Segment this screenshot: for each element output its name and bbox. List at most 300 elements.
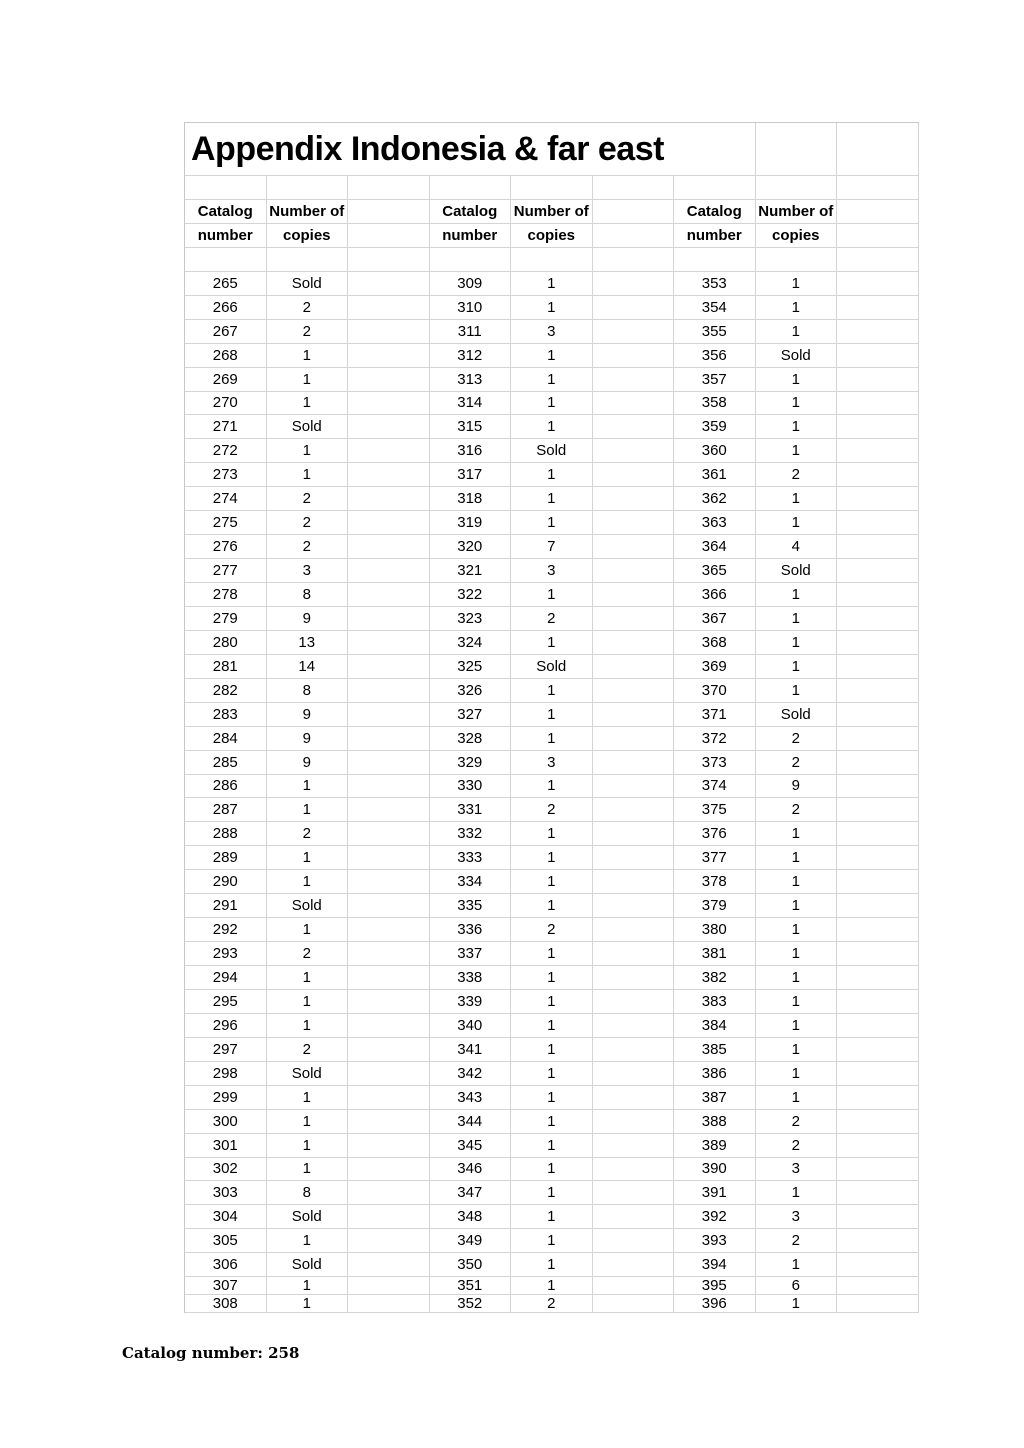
- empty-cell: [348, 344, 430, 368]
- copies-cell: 2: [267, 296, 349, 320]
- copies-cell: 1: [267, 439, 349, 463]
- copies-cell: 1: [756, 320, 838, 344]
- empty-cell: [348, 918, 430, 942]
- copies-cell: Sold: [267, 272, 349, 296]
- empty-cell: [185, 176, 267, 200]
- empty-cell: [837, 1134, 919, 1158]
- copies-cell: 14: [267, 655, 349, 679]
- copies-cell: 1: [511, 583, 593, 607]
- catalog-number-cell: 285: [185, 751, 267, 775]
- empty-cell: [593, 1062, 675, 1086]
- copies-cell: 8: [267, 1181, 349, 1205]
- copies-cell: 1: [511, 822, 593, 846]
- empty-cell: [348, 607, 430, 631]
- empty-cell: [837, 822, 919, 846]
- catalog-number-cell: 390: [674, 1158, 756, 1182]
- copies-cell: 1: [756, 966, 838, 990]
- empty-cell: [348, 870, 430, 894]
- copies-cell: 1: [756, 990, 838, 1014]
- copies-cell: 1: [267, 990, 349, 1014]
- copies-cell: 2: [267, 487, 349, 511]
- catalog-number-cell: 291: [185, 894, 267, 918]
- empty-cell: [593, 583, 675, 607]
- empty-cell: [348, 1253, 430, 1277]
- catalog-number-cell: 267: [185, 320, 267, 344]
- empty-cell: [348, 846, 430, 870]
- empty-cell: [837, 368, 919, 392]
- catalog-number-cell: 277: [185, 559, 267, 583]
- catalog-number-cell: 300: [185, 1110, 267, 1134]
- empty-cell: [756, 176, 838, 200]
- copies-cell: 1: [511, 870, 593, 894]
- column-header-copies: copies: [511, 224, 593, 248]
- copies-cell: 1: [511, 1181, 593, 1205]
- empty-cell: [593, 320, 675, 344]
- catalog-number-cell: 288: [185, 822, 267, 846]
- copies-cell: Sold: [756, 559, 838, 583]
- copies-cell: 1: [756, 822, 838, 846]
- column-header-catalog: Catalog: [430, 200, 512, 224]
- catalog-number-cell: 266: [185, 296, 267, 320]
- catalog-number-cell: 380: [674, 918, 756, 942]
- catalog-number-cell: 370: [674, 679, 756, 703]
- empty-cell: [593, 1253, 675, 1277]
- catalog-number-cell: 331: [430, 798, 512, 822]
- catalog-number-cell: 395: [674, 1277, 756, 1295]
- catalog-number-cell: 353: [674, 272, 756, 296]
- copies-cell: 1: [511, 775, 593, 799]
- catalog-number-cell: 333: [430, 846, 512, 870]
- catalog-number-cell: 393: [674, 1229, 756, 1253]
- catalog-number-cell: 362: [674, 487, 756, 511]
- catalog-number-cell: 330: [430, 775, 512, 799]
- catalog-number-cell: 275: [185, 511, 267, 535]
- column-header-copies: copies: [756, 224, 838, 248]
- empty-cell: [593, 990, 675, 1014]
- copies-cell: 2: [267, 1038, 349, 1062]
- catalog-number-cell: 372: [674, 727, 756, 751]
- catalog-number-cell: 392: [674, 1205, 756, 1229]
- empty-cell: [593, 296, 675, 320]
- empty-cell: [348, 463, 430, 487]
- catalog-number-cell: 294: [185, 966, 267, 990]
- copies-cell: 1: [756, 272, 838, 296]
- catalog-number-cell: 281: [185, 655, 267, 679]
- empty-cell: [348, 894, 430, 918]
- empty-cell: [593, 487, 675, 511]
- catalog-number-cell: 360: [674, 439, 756, 463]
- empty-cell: [674, 176, 756, 200]
- empty-cell: [348, 583, 430, 607]
- empty-cell: [348, 1229, 430, 1253]
- empty-cell: [348, 296, 430, 320]
- empty-cell: [837, 775, 919, 799]
- empty-cell: [837, 942, 919, 966]
- empty-cell: [348, 822, 430, 846]
- empty-cell: [593, 607, 675, 631]
- empty-cell: [430, 176, 512, 200]
- copies-cell: 1: [756, 392, 838, 416]
- empty-cell: [593, 703, 675, 727]
- catalog-number-cell: 269: [185, 368, 267, 392]
- empty-cell: [348, 679, 430, 703]
- catalog-number-cell: 377: [674, 846, 756, 870]
- empty-cell: [837, 703, 919, 727]
- catalog-number-cell: 346: [430, 1158, 512, 1182]
- copies-cell: 1: [756, 439, 838, 463]
- empty-cell: [593, 942, 675, 966]
- empty-cell: [348, 1038, 430, 1062]
- copies-cell: 1: [756, 487, 838, 511]
- copies-cell: 4: [756, 535, 838, 559]
- empty-cell: [348, 1062, 430, 1086]
- copies-cell: 1: [756, 1014, 838, 1038]
- empty-cell: [593, 1229, 675, 1253]
- catalog-number-cell: 290: [185, 870, 267, 894]
- empty-cell: [430, 248, 512, 272]
- empty-cell: [348, 727, 430, 751]
- empty-cell: [348, 415, 430, 439]
- empty-cell: [348, 751, 430, 775]
- copies-cell: 8: [267, 679, 349, 703]
- column-header-copies: Number of: [267, 200, 349, 224]
- empty-cell: [348, 1295, 430, 1313]
- copies-cell: 9: [267, 751, 349, 775]
- copies-cell: 1: [756, 655, 838, 679]
- copies-cell: 1: [756, 870, 838, 894]
- empty-cell: [837, 846, 919, 870]
- empty-cell: [837, 511, 919, 535]
- empty-cell: [348, 439, 430, 463]
- catalog-number-cell: 279: [185, 607, 267, 631]
- empty-cell: [267, 176, 349, 200]
- empty-cell: [348, 224, 430, 248]
- empty-cell: [511, 248, 593, 272]
- catalog-number-cell: 319: [430, 511, 512, 535]
- copies-cell: 1: [511, 631, 593, 655]
- empty-cell: [837, 798, 919, 822]
- column-header-catalog: number: [185, 224, 267, 248]
- copies-cell: 2: [267, 320, 349, 344]
- copies-cell: 2: [511, 607, 593, 631]
- catalog-number-cell: 304: [185, 1205, 267, 1229]
- catalog-number-cell: 383: [674, 990, 756, 1014]
- copies-cell: 1: [511, 894, 593, 918]
- copies-cell: 2: [267, 535, 349, 559]
- catalog-number-cell: 340: [430, 1014, 512, 1038]
- empty-cell: [348, 1086, 430, 1110]
- copies-cell: 1: [267, 392, 349, 416]
- empty-cell: [593, 272, 675, 296]
- copies-cell: Sold: [267, 1253, 349, 1277]
- empty-cell: [348, 392, 430, 416]
- empty-cell: [348, 966, 430, 990]
- empty-cell: [593, 727, 675, 751]
- empty-cell: [593, 535, 675, 559]
- catalog-number-cell: 325: [430, 655, 512, 679]
- copies-cell: 1: [267, 846, 349, 870]
- copies-cell: 2: [511, 918, 593, 942]
- catalog-number-cell: 287: [185, 798, 267, 822]
- catalog-number-cell: 384: [674, 1014, 756, 1038]
- copies-cell: 1: [511, 966, 593, 990]
- empty-cell: [593, 511, 675, 535]
- copies-cell: 2: [756, 463, 838, 487]
- empty-cell: [593, 248, 675, 272]
- catalog-number-cell: 299: [185, 1086, 267, 1110]
- catalog-number-cell: 276: [185, 535, 267, 559]
- catalog-number-cell: 278: [185, 583, 267, 607]
- catalog-number-cell: 348: [430, 1205, 512, 1229]
- empty-cell: [348, 1110, 430, 1134]
- empty-cell: [593, 846, 675, 870]
- empty-cell: [837, 1086, 919, 1110]
- copies-cell: 1: [756, 415, 838, 439]
- copies-cell: 1: [511, 368, 593, 392]
- catalog-number-cell: 318: [430, 487, 512, 511]
- catalog-number-cell: 296: [185, 1014, 267, 1038]
- copies-cell: 1: [511, 272, 593, 296]
- copies-cell: 1: [756, 1181, 838, 1205]
- empty-cell: [348, 631, 430, 655]
- copies-cell: 2: [756, 1229, 838, 1253]
- copies-cell: 1: [511, 846, 593, 870]
- empty-cell: [756, 123, 838, 176]
- empty-cell: [593, 1014, 675, 1038]
- empty-cell: [348, 511, 430, 535]
- empty-cell: [511, 176, 593, 200]
- copies-cell: Sold: [511, 655, 593, 679]
- catalog-number-cell: 324: [430, 631, 512, 655]
- catalog-number-cell: 316: [430, 439, 512, 463]
- column-header-catalog: Catalog: [674, 200, 756, 224]
- empty-cell: [837, 439, 919, 463]
- catalog-number-cell: 347: [430, 1181, 512, 1205]
- copies-cell: 3: [511, 559, 593, 583]
- catalog-number-cell: 354: [674, 296, 756, 320]
- copies-cell: 1: [511, 1038, 593, 1062]
- catalog-number-cell: 312: [430, 344, 512, 368]
- copies-cell: 3: [756, 1158, 838, 1182]
- catalog-number-cell: 302: [185, 1158, 267, 1182]
- empty-cell: [837, 296, 919, 320]
- empty-cell: [348, 1014, 430, 1038]
- copies-cell: 2: [756, 798, 838, 822]
- empty-cell: [593, 559, 675, 583]
- empty-cell: [593, 415, 675, 439]
- copies-cell: 1: [511, 1134, 593, 1158]
- catalog-number-cell: 309: [430, 272, 512, 296]
- catalog-number-cell: 338: [430, 966, 512, 990]
- empty-cell: [593, 176, 675, 200]
- copies-cell: Sold: [267, 894, 349, 918]
- catalog-number-cell: 351: [430, 1277, 512, 1295]
- catalog-number-cell: 307: [185, 1277, 267, 1295]
- catalog-number-cell: 337: [430, 942, 512, 966]
- catalog-number-cell: 341: [430, 1038, 512, 1062]
- empty-cell: [593, 392, 675, 416]
- copies-cell: 1: [267, 870, 349, 894]
- empty-cell: [348, 320, 430, 344]
- catalog-number-cell: 376: [674, 822, 756, 846]
- catalog-number-cell: 271: [185, 415, 267, 439]
- catalog-number-cell: 284: [185, 727, 267, 751]
- empty-cell: [348, 655, 430, 679]
- copies-cell: 1: [511, 511, 593, 535]
- catalog-number-cell: 364: [674, 535, 756, 559]
- empty-cell: [837, 751, 919, 775]
- catalog-number-cell: 357: [674, 368, 756, 392]
- empty-cell: [837, 966, 919, 990]
- empty-cell: [348, 775, 430, 799]
- empty-cell: [348, 1181, 430, 1205]
- empty-cell: [837, 176, 919, 200]
- copies-cell: 1: [267, 1134, 349, 1158]
- empty-cell: [837, 535, 919, 559]
- copies-cell: 3: [511, 751, 593, 775]
- empty-cell: [348, 487, 430, 511]
- copies-cell: 2: [267, 511, 349, 535]
- copies-cell: 1: [511, 1229, 593, 1253]
- empty-cell: [837, 200, 919, 224]
- empty-cell: [593, 1086, 675, 1110]
- catalog-number-cell: 365: [674, 559, 756, 583]
- copies-cell: 1: [267, 918, 349, 942]
- copies-cell: 1: [511, 1086, 593, 1110]
- empty-cell: [593, 1295, 675, 1313]
- empty-cell: [837, 918, 919, 942]
- catalog-number-cell: 373: [674, 751, 756, 775]
- copies-cell: 1: [511, 1253, 593, 1277]
- copies-cell: 1: [756, 1086, 838, 1110]
- catalog-number-cell: 367: [674, 607, 756, 631]
- empty-cell: [837, 248, 919, 272]
- catalog-number-cell: 345: [430, 1134, 512, 1158]
- empty-cell: [348, 535, 430, 559]
- copies-cell: 1: [756, 918, 838, 942]
- catalog-number-cell: 328: [430, 727, 512, 751]
- copies-cell: 1: [756, 296, 838, 320]
- copies-cell: 3: [267, 559, 349, 583]
- copies-cell: 1: [267, 1014, 349, 1038]
- empty-cell: [348, 1134, 430, 1158]
- empty-cell: [837, 870, 919, 894]
- copies-cell: 1: [511, 1205, 593, 1229]
- copies-cell: 1: [756, 368, 838, 392]
- copies-cell: 1: [511, 296, 593, 320]
- copies-cell: 1: [511, 1014, 593, 1038]
- empty-cell: [593, 1038, 675, 1062]
- copies-cell: 2: [756, 727, 838, 751]
- empty-cell: [348, 942, 430, 966]
- catalog-number-cell: 350: [430, 1253, 512, 1277]
- copies-cell: 1: [511, 1158, 593, 1182]
- copies-cell: 1: [511, 727, 593, 751]
- catalog-number-cell: 382: [674, 966, 756, 990]
- copies-cell: Sold: [511, 439, 593, 463]
- empty-cell: [593, 439, 675, 463]
- empty-cell: [837, 272, 919, 296]
- copies-cell: 3: [511, 320, 593, 344]
- copies-cell: 1: [267, 1158, 349, 1182]
- catalog-number-cell: 313: [430, 368, 512, 392]
- empty-cell: [837, 344, 919, 368]
- empty-cell: [837, 727, 919, 751]
- copies-cell: 1: [511, 392, 593, 416]
- copies-cell: 1: [756, 894, 838, 918]
- catalog-number-cell: 374: [674, 775, 756, 799]
- copies-cell: 1: [756, 583, 838, 607]
- catalog-number-cell: 326: [430, 679, 512, 703]
- copies-cell: 1: [267, 463, 349, 487]
- empty-cell: [593, 1110, 675, 1134]
- catalog-number-cell: 363: [674, 511, 756, 535]
- catalog-number-cell: 368: [674, 631, 756, 655]
- copies-cell: 1: [267, 1277, 349, 1295]
- copies-cell: 1: [756, 1038, 838, 1062]
- catalog-number-cell: 265: [185, 272, 267, 296]
- copies-cell: 1: [267, 344, 349, 368]
- catalog-number-cell: 336: [430, 918, 512, 942]
- empty-cell: [593, 200, 675, 224]
- copies-cell: 6: [756, 1277, 838, 1295]
- empty-cell: [837, 1110, 919, 1134]
- catalog-number-cell: 310: [430, 296, 512, 320]
- catalog-number-cell: 352: [430, 1295, 512, 1313]
- catalog-number-cell: 388: [674, 1110, 756, 1134]
- copies-cell: 1: [756, 511, 838, 535]
- copies-cell: 1: [756, 1253, 838, 1277]
- catalog-number-cell: 320: [430, 535, 512, 559]
- empty-cell: [837, 679, 919, 703]
- copies-cell: 2: [267, 942, 349, 966]
- copies-cell: 1: [267, 1295, 349, 1313]
- catalog-number-cell: 385: [674, 1038, 756, 1062]
- copies-cell: 2: [756, 1110, 838, 1134]
- copies-cell: 1: [511, 703, 593, 727]
- catalog-number-cell: 303: [185, 1181, 267, 1205]
- catalog-number-cell: 361: [674, 463, 756, 487]
- catalog-number-cell: 396: [674, 1295, 756, 1313]
- empty-cell: [593, 870, 675, 894]
- copies-cell: 1: [267, 1110, 349, 1134]
- copies-cell: 1: [267, 966, 349, 990]
- empty-cell: [348, 176, 430, 200]
- catalog-number-cell: 306: [185, 1253, 267, 1277]
- empty-cell: [837, 123, 919, 176]
- copies-cell: 2: [511, 1295, 593, 1313]
- copies-cell: 1: [511, 990, 593, 1014]
- copies-cell: 1: [511, 1110, 593, 1134]
- catalog-number-cell: 293: [185, 942, 267, 966]
- catalog-number-cell: 283: [185, 703, 267, 727]
- copies-cell: 9: [756, 775, 838, 799]
- column-header-catalog: number: [430, 224, 512, 248]
- catalog-number-cell: 358: [674, 392, 756, 416]
- empty-cell: [593, 679, 675, 703]
- empty-cell: [593, 751, 675, 775]
- empty-cell: [593, 631, 675, 655]
- catalog-number-cell: 375: [674, 798, 756, 822]
- empty-cell: [837, 415, 919, 439]
- copies-cell: Sold: [267, 415, 349, 439]
- copies-cell: 1: [267, 368, 349, 392]
- catalog-number-cell: 332: [430, 822, 512, 846]
- empty-cell: [837, 990, 919, 1014]
- catalog-number-cell: 298: [185, 1062, 267, 1086]
- catalog-number-cell: 371: [674, 703, 756, 727]
- column-header-copies: Number of: [511, 200, 593, 224]
